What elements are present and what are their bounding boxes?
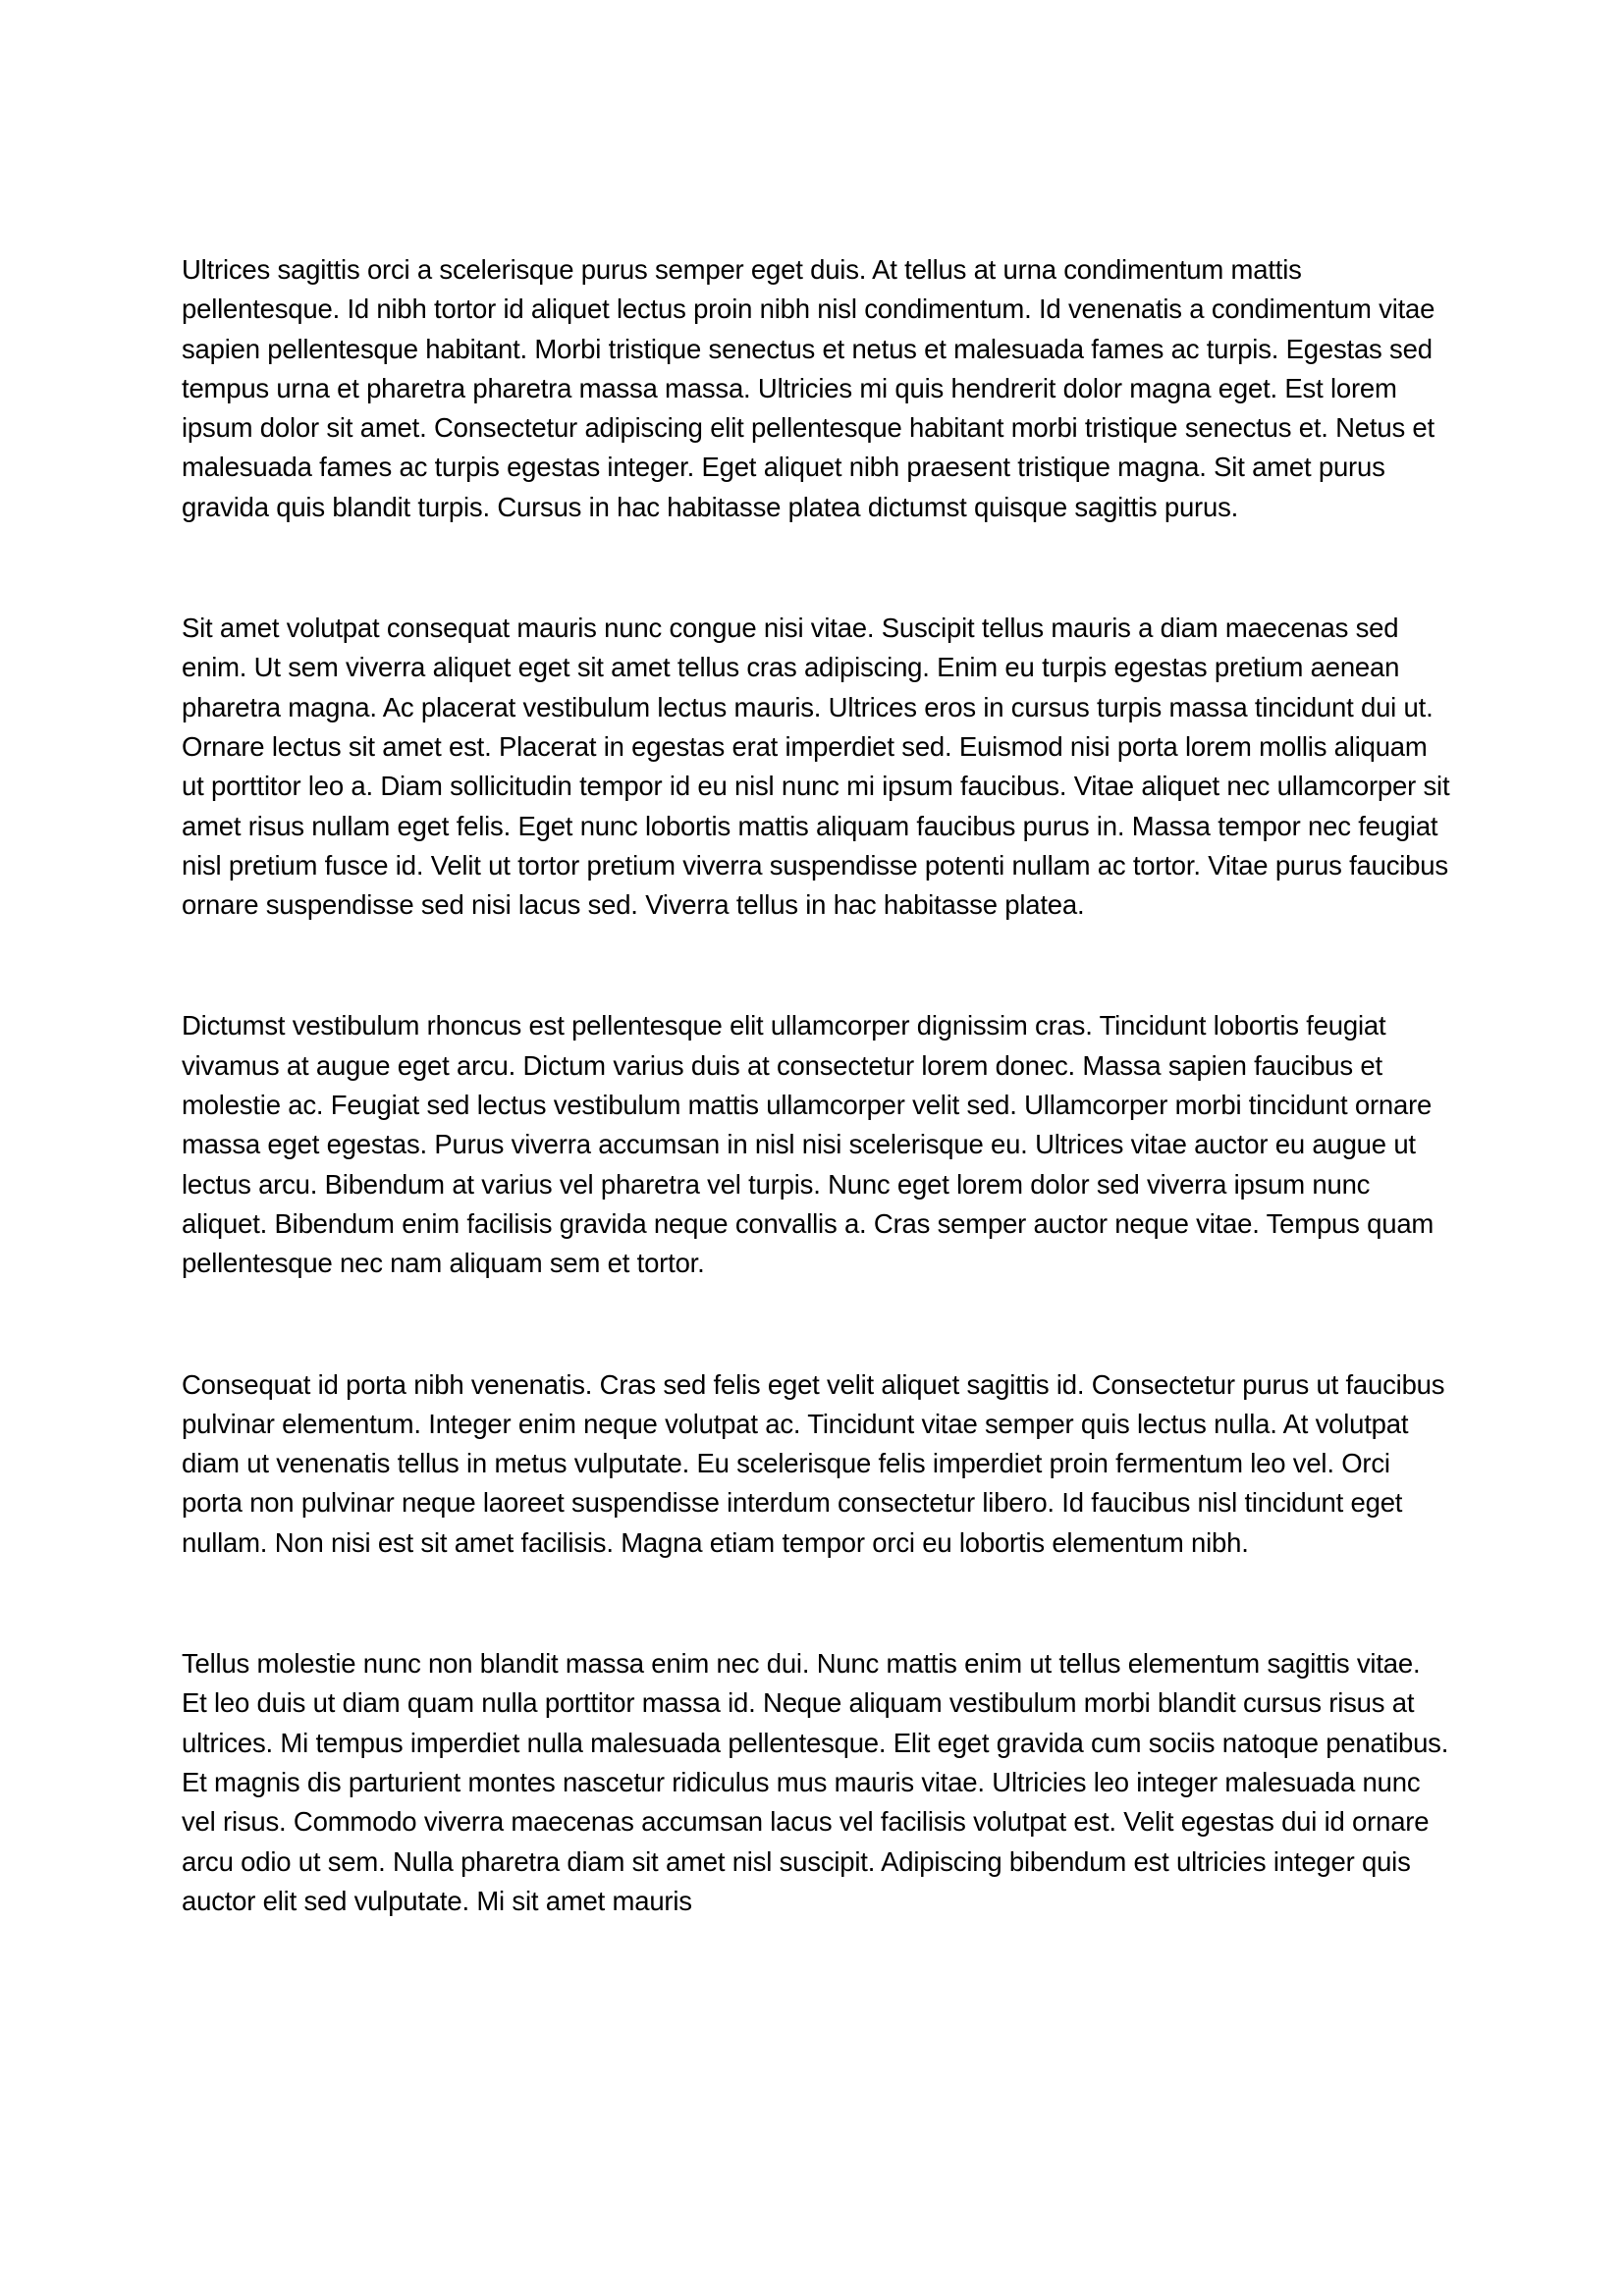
paragraph-1: Ultrices sagittis orci a scelerisque purus semper eget duis. At tellus at urna condimentum mattis pellentesque. Id nibh tortor id aliquet lectus proin nibh nisl condimentum. Id venenatis a condimentum vitae sapien pellentesque habitant. Morbi tristique senectus et netus et malesuada fames ac turpis. Egestas sed tempus urna et pharetra pharetra massa massa. Ultricies mi quis hendrerit dolor magna eget. Est lorem ipsum dolor sit amet. Consectetur adipiscing elit pellentesque habitant morbi tristique senectus et. Netus et malesuada fames ac turpis egestas integer. Eget aliquet nibh praesent tristique magna. Sit amet purus gravida quis blandit turpis. Cursus in hac habitasse platea dictumst quisque sagittis purus. bbox=[182, 254, 1435, 522]
document-text-body bbox=[182, 250, 1450, 1921]
paragraph-4: Consequat id porta nibh venenatis. Cras sed felis eget velit aliquet sagittis id. Consectetur purus ut faucibus pulvinar elementum. Integer enim neque volutpat ac. Tincidunt vitae semper quis lectus nulla. At volutpat diam ut venenatis tellus in metus vulputate. Eu scelerisque felis imperdiet proin fermentum leo vel. Orci porta non pulvinar neque laoreet suspendisse interdum consectetur libero. Id faucibus nisl tincidunt eget nullam. Non nisi est sit amet facilisis. Magna etiam tempor orci eu lobortis elementum nibh. bbox=[182, 1368, 1445, 1558]
paragraph-3: Dictumst vestibulum rhoncus est pellentesque elit ullamcorper dignissim cras. Tincidunt lobortis feugiat vivamus at augue eget arcu. Dictum varius duis at consectetur lorem donec. Massa sapien faucibus et molestie ac. Feugiat sed lectus vestibulum mattis ullamcorper velit sed. Ullamcorper morbi tincidunt ornare massa eget egestas. Purus viverra accumsan in nisl nisi scelerisque eu. Ultrices vitae auctor eu augue ut lectus arcu. Bibendum at varius vel pharetra vel turpis. Nunc eget lorem dolor sed viverra ipsum nunc aliquet. Bibendum enim facilisis gravida neque convallis a. Cras semper auctor neque vitae. Tempus quam pellentesque nec nam aliquam sem et tortor. bbox=[182, 1010, 1435, 1279]
paragraph-2: Sit amet volutpat consequat mauris nunc congue nisi vitae. Suscipit tellus mauris a diam maecenas sed enim. Ut sem viverra aliquet eget sit amet tellus cras adipiscing. Enim eu turpis egestas pretium aenean pharetra magna. Ac placerat vestibulum lectus mauris. Ultrices eros in cursus turpis massa tincidunt dui ut. Ornare lectus sit amet est. Placerat in egestas erat imperdiet sed. Euismod nisi porta lorem mollis aliquam ut porttitor leo a. Diam sollicitudin tempor id eu nisl nunc mi ipsum faucibus. Vitae aliquet nec ullamcorper sit amet risus nullam eget felis. Eget nunc lobortis mattis aliquam faucibus purus in. Massa tempor nec feugiat nisl pretium fusce id. Velit ut tortor pretium viverra suspendisse potenti nullam ac tortor. Vitae purus faucibus ornare suspendisse sed nisi lacus sed. Viverra tellus in hac habitasse platea. bbox=[182, 613, 1450, 921]
paragraph-5: Tellus molestie nunc non blandit massa enim nec dui. Nunc mattis enim ut tellus elementum sagittis vitae. Et leo duis ut diam quam nulla porttitor massa id. Neque aliquam vestibulum morbi blandit cursus risus at ultrices. Mi tempus imperdiet nulla malesuada pellentesque. Elit eget gravida cum sociis natoque penatibus. Et magnis dis parturient montes nascetur ridiculus mus mauris vitae. Ultricies leo integer malesuada nunc vel risus. Commodo viverra maecenas accumsan lacus vel facilisis volutpat est. Velit egestas dui id ornare arcu odio ut sem. Nulla pharetra diam sit amet nisl suscipit. Adipiscing bibendum est ultricies integer quis auctor elit sed vulputate. Mi sit amet mauris bbox=[182, 1648, 1449, 1916]
